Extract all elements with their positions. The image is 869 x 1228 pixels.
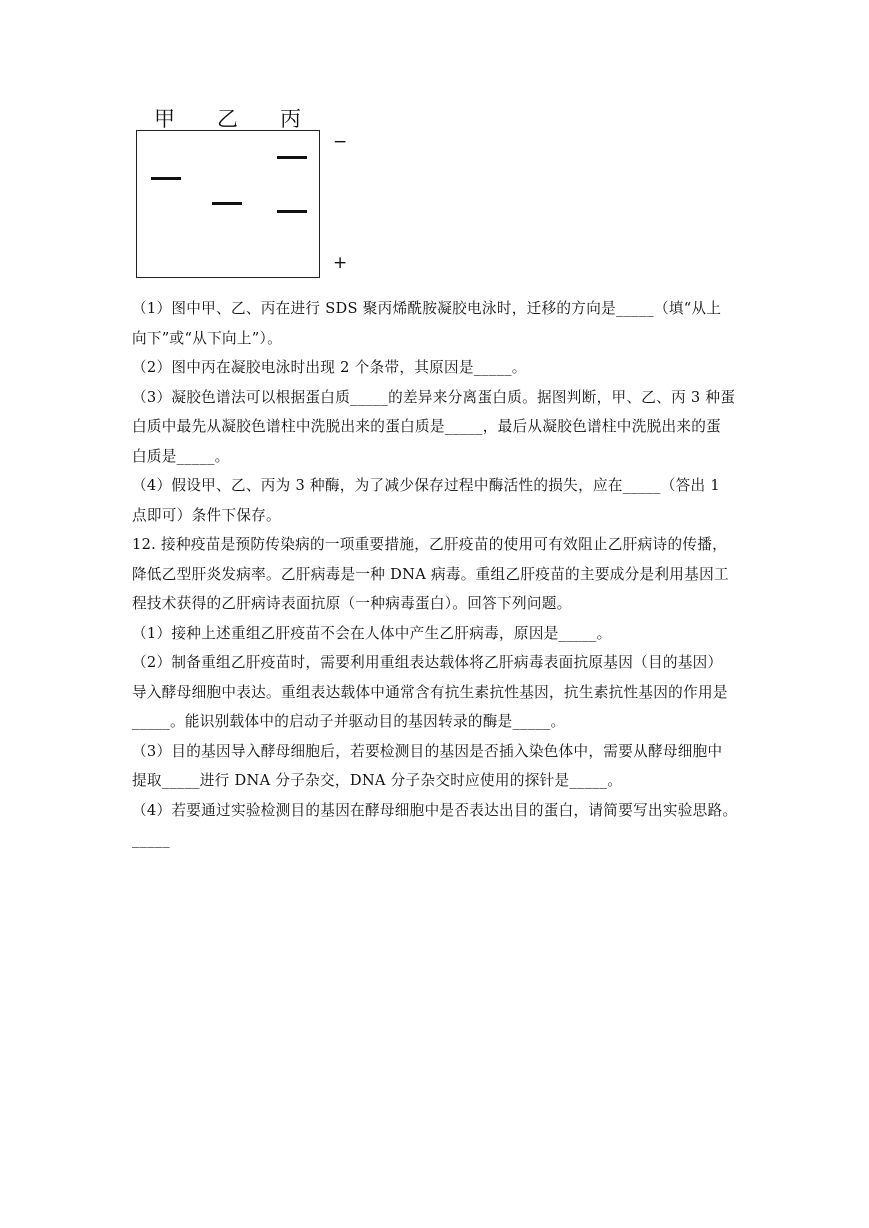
text-line: （3）凝胶色谱法可以根据蛋白质_____的差异来分离蛋白质。据图判断，甲、乙、丙 3 种蛋 bbox=[132, 388, 736, 406]
band-bing-upper bbox=[277, 156, 307, 159]
text-line: _____ bbox=[132, 831, 170, 848]
text-line: 白质是_____。 bbox=[132, 447, 230, 465]
band-jia bbox=[151, 177, 181, 180]
text-line: （1）接种上述重组乙肝疫苗不会在人体中产生乙肝病毒，原因是_____。 bbox=[132, 624, 612, 642]
gel-frame bbox=[136, 130, 320, 278]
text-line: 向下”或“从下向上”）。 bbox=[132, 329, 283, 347]
band-bing-lower bbox=[277, 210, 307, 213]
lane-label-yi: 乙 bbox=[217, 107, 238, 131]
positive-pole-label: + bbox=[333, 253, 348, 273]
gel-electrophoresis-figure bbox=[135, 100, 365, 280]
text-line: 12. 接种疫苗是预防传染病的一项重要措施，乙肝疫苗的使用可有效阻止乙肝病诗的传播， bbox=[132, 536, 728, 553]
band-yi bbox=[212, 202, 242, 205]
text-line: （4）假设甲、乙、丙为 3 种酶，为了减少保存过程中酶活性的损失，应在_____（答出 1 bbox=[132, 477, 720, 494]
text-line: 提取_____进行 DNA 分子杂交，DNA 分子杂交时应使用的探针是_____。 bbox=[132, 772, 623, 789]
text-line: （4）若要通过实验检测目的基因在酵母细胞中是否表达出目的蛋白，请简要写出实验思路。 bbox=[132, 801, 738, 819]
text-line: （2）制备重组乙肝疫苗时，需要利用重组表达载体将乙肝病毒表面抗原基因（目的基因） bbox=[132, 654, 723, 671]
text-line: （2）图中丙在凝胶电泳时出现 2 个条带，其原因是_____。 bbox=[132, 359, 527, 376]
text-line: 点即可）条件下保存。 bbox=[132, 506, 281, 524]
text-line: 降低乙型肝炎发病率。乙肝病毒是一种 DNA 病毒。重组乙肝疫苗的主要成分是利用基因工 bbox=[132, 565, 729, 583]
question-text bbox=[132, 294, 744, 855]
text-line: （1）图中甲、乙、丙在进行 SDS 聚丙烯酰胺凝胶电泳时，迁移的方向是_____（填“从上 bbox=[132, 300, 722, 317]
lane-label-jia: 甲 bbox=[154, 107, 175, 131]
text-line: 白质中最先从凝胶色谱柱中洗脱出来的蛋白质是_____，最后从凝胶色谱柱中洗脱出来的蛋 bbox=[132, 418, 722, 435]
text-line: _____。能识别载体中的启动子并驱动目的基因转录的酶是_____。 bbox=[132, 713, 566, 730]
text-line: 导入酵母细胞中表达。重组表达载体中通常含有抗生素抗性基因，抗生素抗性基因的作用是 bbox=[132, 683, 728, 701]
text-line: 程技术获得的乙肝病诗表面抗原（一种病毒蛋白）。回答下列问题。 bbox=[132, 595, 572, 612]
negative-pole-label: − bbox=[333, 132, 348, 152]
lane-label-bing: 丙 bbox=[280, 107, 301, 131]
text-line: （3）目的基因导入酵母细胞后，若要检测目的基因是否插入染色体中，需要从酵母细胞中 bbox=[132, 742, 723, 760]
